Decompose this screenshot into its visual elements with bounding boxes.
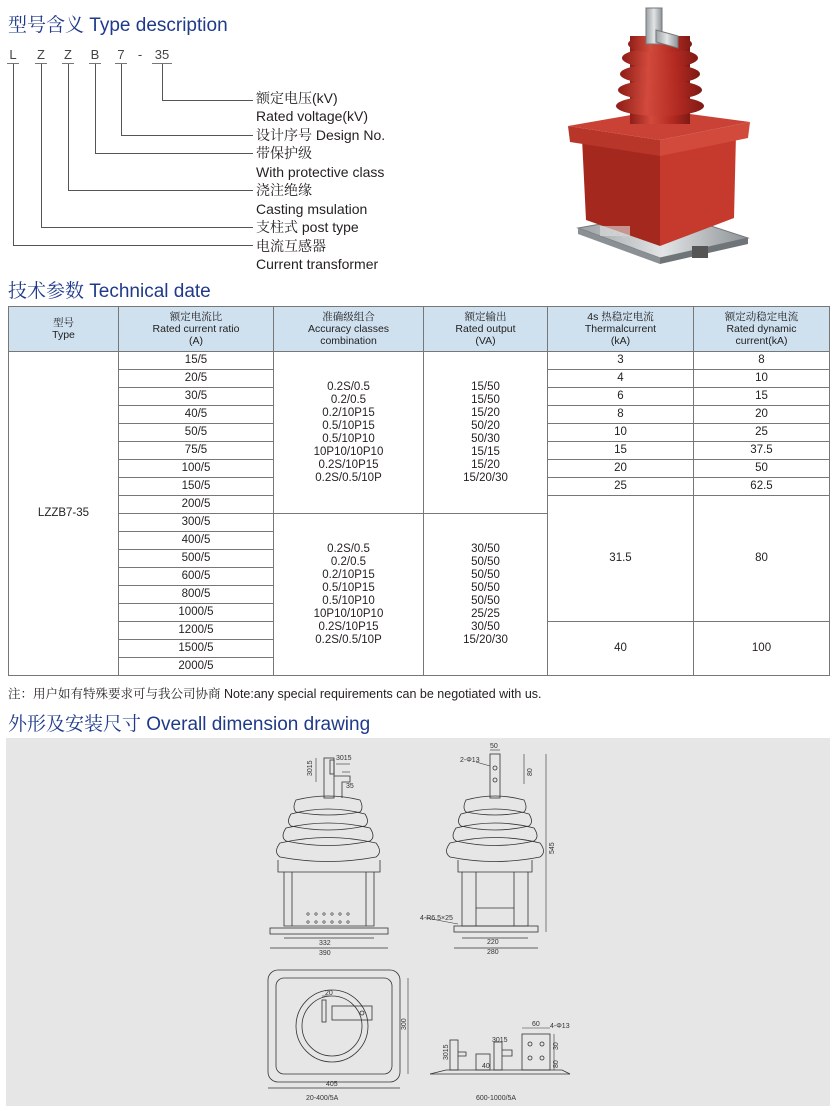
header-thermal: 4s 热稳定电流 Thermalcurrent (kA) [548,307,694,352]
ratio-cell: 20/5 [119,370,274,388]
dynamic-cell: 25 [694,424,830,442]
label-design-no: 设计序号 Design No. [256,127,386,143]
product-photo [560,6,760,278]
dynamic-cell: 100 [694,622,830,676]
ratio-cell: 50/5 [119,424,274,442]
dim-332: 332 [319,940,331,947]
header-accuracy: 准确级组合 Accuracy classes combination [274,307,424,352]
dynamic-cell: 80 [694,496,830,622]
dim-390: 390 [319,950,331,957]
dim-40: 40 [482,1063,490,1070]
dynamic-cell: 62.5 [694,478,830,496]
dim-3015b: 3015 [336,755,352,762]
leader-line [68,190,253,191]
ratio-cell: 600/5 [119,568,274,586]
dim-50: 50 [490,743,498,750]
label-casting-cn: 浇注绝缘 [256,182,312,198]
terminal-detail [430,1028,570,1074]
leader-line [41,227,253,228]
ratio-cell: 200/5 [119,496,274,514]
note-text: 注：用户如有特殊要求可与我公司协商 Note:any special requirements can be negotiated with us. [8,687,542,701]
dynamic-cell: 15 [694,388,830,406]
ratio-cell: 300/5 [119,514,274,532]
dim-30: 30 [553,1042,560,1050]
code-letter: 35 [154,47,170,62]
technical-data-table [8,306,830,676]
dynamic-cell: 10 [694,370,830,388]
leader-line [95,64,96,154]
ratio-cell: 75/5 [119,442,274,460]
ratio-cell: 1200/5 [119,622,274,640]
ratio-cell: 40/5 [119,406,274,424]
dynamic-cell: 50 [694,460,830,478]
code-letter: 7 [117,47,125,62]
thermal-cell: 31.5 [548,496,694,622]
ratio-cell: 30/5 [119,388,274,406]
table-header-row [9,307,830,352]
header-type: 型号 Type [9,307,119,352]
thermal-cell: 20 [548,460,694,478]
ratio-cell: 100/5 [119,460,274,478]
header-dynamic: 额定动稳定电流 Rated dynamic current(kA) [694,307,830,352]
thermal-cell: 25 [548,478,694,496]
ratio-cell: 1500/5 [119,640,274,658]
leader-line [68,64,69,191]
label-protective-cn: 带保护级 [256,145,312,161]
dim-3015d: 3015 [492,1037,508,1044]
dim-280: 280 [487,949,499,956]
label-post-type: 支柱式 post type [256,219,359,235]
label-ct-cn: 电流互感器 [256,238,326,254]
label-protective-en: With protective class [256,164,385,180]
dynamic-cell: 20 [694,406,830,424]
dynamic-cell: 37.5 [694,442,830,460]
dim-20: 20 [325,990,333,997]
code-letter: B [90,47,100,62]
dynamic-cell: 8 [694,352,830,370]
leader-line [13,64,14,246]
code-letter: - [137,47,143,62]
header-output: 额定输出 Rated output (VA) [424,307,548,352]
label-ct-en: Current transformer [256,256,379,272]
output-cell: 30/50 50/50 50/50 50/50 50/50 25/25 30/50 15/20/30 [424,514,548,676]
leader-line [41,64,42,228]
dim-2phi13: 2-Φ13 [460,757,480,764]
type-description-title: 型号含义 Type description [8,15,228,36]
dim-300: 300 [401,1018,408,1030]
dim-3015c: 3015 [443,1044,450,1060]
ratio-cell: 500/5 [119,550,274,568]
output-cell: 15/50 15/50 15/20 50/20 50/30 15/15 15/20 15/20/30 [424,352,548,514]
label-rated-voltage-en: Rated voltage(kV) [256,108,369,124]
leader-line [95,153,253,154]
accuracy-cell: 0.2S/0.5 0.2/0.5 0.2/10P15 0.5/10P15 0.5/10P10 10P10/10P10 0.2S/10P15 0.2S/0.5/10P [274,352,424,514]
dim-60: 60 [532,1021,540,1028]
label-casting-en: Casting msulation [256,201,368,217]
ratio-cell: 400/5 [119,532,274,550]
leader-line [162,100,253,101]
ratio-cell: 150/5 [119,478,274,496]
caption-large-ratio: 600-1000/5A [476,1095,517,1102]
technical-data-title: 技术参数 Technical date [8,281,211,302]
leader-line [162,64,163,101]
leader-line [121,64,122,136]
dim-545: 545 [549,842,556,854]
dim-80b: 80 [553,1060,560,1068]
thermal-cell: 3 [548,352,694,370]
dim-220: 220 [487,939,499,946]
thermal-cell: 8 [548,406,694,424]
dimension-drawing [6,738,830,1106]
dim-35: 35 [346,783,354,790]
ratio-cell: 2000/5 [119,658,274,676]
plan-view [268,970,408,1088]
code-letter: Z [64,47,72,62]
ratio-cell: 15/5 [119,352,274,370]
drawing-title: 外形及安装尺寸 Overall dimension drawing [8,714,371,735]
code-letter: Z [37,47,45,62]
dim-4phi13: 4-Φ13 [550,1023,570,1030]
thermal-cell: 40 [548,622,694,676]
thermal-cell: 6 [548,388,694,406]
header-ratio: 额定电流比 Rated current ratio (A) [119,307,274,352]
ratio-cell: 1000/5 [119,604,274,622]
dimension-drawing-panel [6,738,830,1106]
table-row [9,352,830,370]
type-value: LZZB7-35 [9,352,119,676]
dim-80: 80 [527,768,534,776]
front-view [270,758,388,948]
dim-405: 405 [326,1081,338,1088]
ratio-cell: 800/5 [119,586,274,604]
thermal-cell: 15 [548,442,694,460]
dim-4r: 4-R6.5×25 [420,915,453,922]
thermal-cell: 10 [548,424,694,442]
caption-small-ratio: 20-400/5A [306,1095,339,1102]
code-letter: L [9,47,17,62]
dim-3015a: 3015 [307,760,314,776]
thermal-cell: 4 [548,370,694,388]
label-rated-voltage-cn: 额定电压(kV) [256,90,338,106]
leader-line [13,245,253,246]
leader-line [121,135,253,136]
accuracy-cell: 0.2S/0.5 0.2/0.5 0.2/10P15 0.5/10P15 0.5/10P10 10P10/10P10 0.2S/10P15 0.2S/0.5/10P [274,514,424,676]
